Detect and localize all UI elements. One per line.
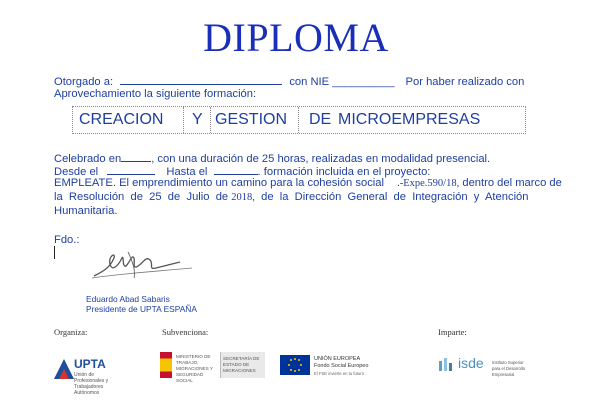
resolution-post: de la Dirección General de Integración y Atención: [254, 191, 529, 203]
desde-label: Desde el: [54, 166, 99, 178]
text-cursor: [54, 246, 55, 259]
nie-label: con NIE __________: [289, 76, 395, 88]
formacion-text: . formación incluida en el proyecto:: [257, 166, 431, 178]
isde-logo-text: isde: [458, 355, 484, 371]
awarded-line: [54, 74, 524, 88]
imparte-label: Imparte:: [438, 327, 467, 337]
resolution-year: 2018,: [231, 192, 255, 203]
ministerio-logo: [160, 352, 266, 383]
fondo-text: Fondo Social Europeo: [314, 363, 369, 369]
signer-name: Eduardo Abad Sabaris: [86, 294, 170, 304]
upta-emblem-icon: [54, 359, 74, 379]
spain-coat-icon: [160, 352, 172, 378]
celebrado-label: Celebrado en: [54, 153, 122, 165]
organiza-label: Organiza:: [54, 327, 88, 337]
end-date-field[interactable]: [214, 164, 258, 175]
diploma-title: DIPLOMA: [203, 15, 389, 60]
resolution-line: [54, 191, 554, 203]
humanitaria-text: Humanitaria.: [54, 205, 118, 217]
recipient-name-field[interactable]: [120, 74, 282, 85]
eu-logo: [280, 355, 370, 379]
eu-text: UNIÓN EUROPEA: [314, 356, 361, 362]
aprovechamiento-text: Aprovechamiento la siguiente formación:: [54, 88, 257, 100]
location-field[interactable]: [121, 151, 151, 162]
course-word-3: GESTION: [215, 111, 288, 128]
hasta-label: Hasta el: [166, 166, 208, 178]
fdo-label: Fdo.:: [54, 234, 80, 246]
subvenciona-label: Subvenciona:: [162, 327, 209, 337]
project-line: [54, 177, 562, 189]
dates-line: [54, 164, 430, 178]
resolution-pre: la Resolución de 25 de Julio de: [54, 191, 232, 203]
expediente-number: .-Expe.590/18,: [397, 178, 460, 189]
start-date-field[interactable]: [107, 164, 155, 175]
eu-flag-icon: [280, 355, 310, 375]
secretaria-text: SECRETARÍA DE ESTADO DE MIGRACIONES: [223, 356, 260, 373]
isde-emblem-icon: [438, 356, 454, 372]
project-name: EMPLEATE. El emprendimiento un camino para la cohesión social: [54, 177, 384, 189]
duration-text: , con una duración de 25 horas, realizadas en modalidad presencial.: [151, 153, 491, 165]
awarded-label: Otorgado a:: [54, 76, 114, 88]
celebrado-line: [54, 151, 490, 165]
upta-logo: [54, 357, 120, 396]
upta-logo-text: UPTA: [74, 357, 106, 371]
course-word-5: MICROEMPRESAS: [338, 111, 481, 128]
project-cont-text: dentro del marco de: [462, 177, 562, 189]
por-haber-text: Por haber realizado con: [405, 76, 525, 88]
course-title-box: [72, 106, 526, 134]
course-word-4: DE: [309, 111, 332, 128]
course-word-1: CREACION: [79, 111, 164, 128]
ministerio-text: MINISTERIO DE TRABAJO, MIGRACIONES Y SEGURIDAD SOCIAL: [176, 354, 213, 383]
isde-subtitle: Instituto Superior para el Desarrollo Empresarial: [492, 360, 526, 377]
fondo-sub-text: El FSE invierte en tu futuro: [314, 371, 365, 376]
upta-subtitle: Unión de Profesionales y Trabajadores Autónomos: [74, 372, 109, 396]
course-word-2: Y: [192, 111, 203, 128]
signature-image: [88, 246, 198, 286]
isde-logo: [438, 354, 528, 380]
signer-role: Presidente de UPTA ESPAÑA: [86, 304, 197, 314]
